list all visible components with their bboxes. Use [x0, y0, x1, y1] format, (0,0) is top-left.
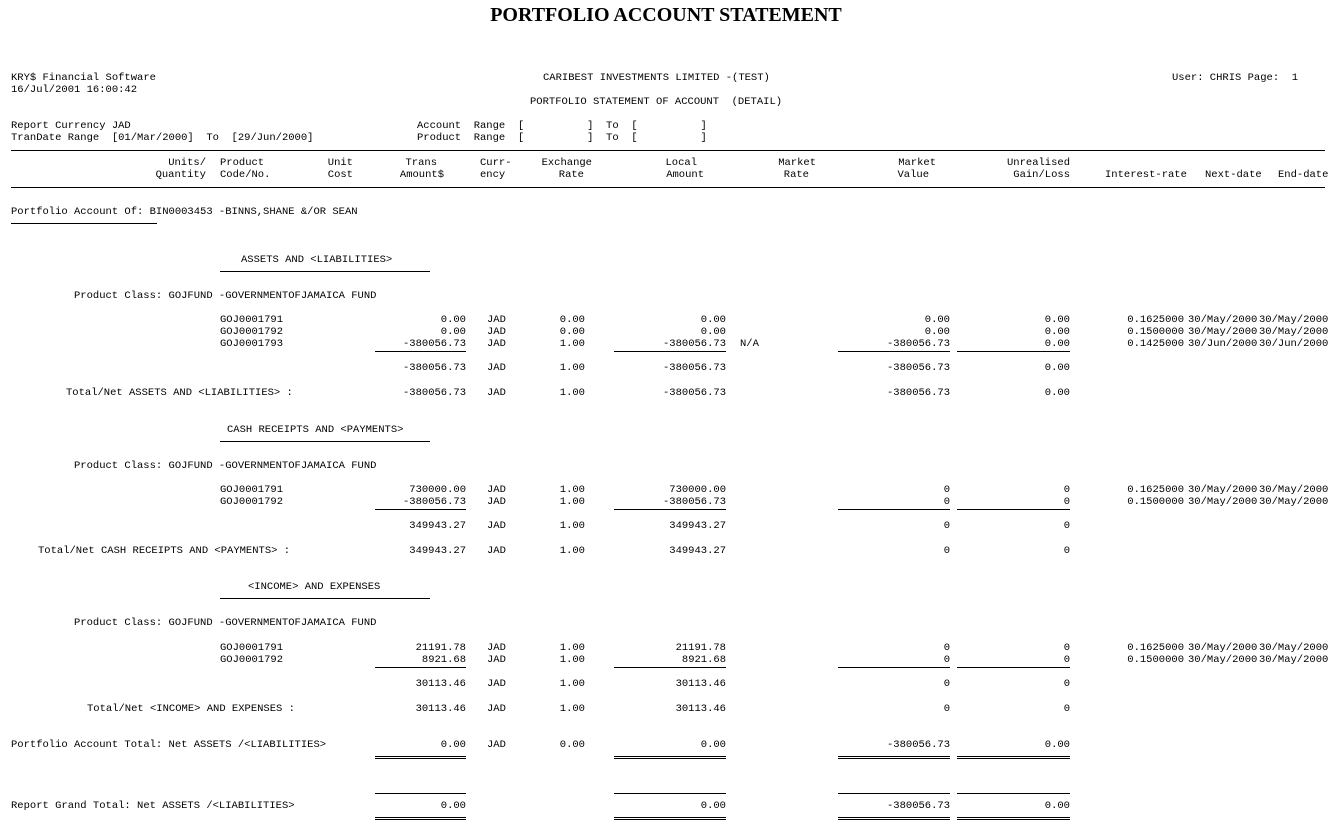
total-mvalue: 0 — [943, 703, 950, 715]
row-xrate: 1.00 — [559, 642, 585, 654]
row-irate: 0.1500000 — [1127, 654, 1184, 666]
total-mvalue: 0 — [943, 545, 950, 557]
row-gain: 0.00 — [1044, 314, 1070, 326]
report-datetime: 16/Jul/2001 16:00:42 — [11, 84, 138, 96]
row-gain: 0 — [1063, 642, 1070, 654]
subtotal-mvalue: 0 — [943, 520, 950, 532]
section-total-label: Total/Net <INCOME> AND EXPENSES : — [87, 703, 295, 715]
account-total-curr: JAD — [487, 739, 506, 751]
row-local: 730000.00 — [669, 484, 726, 496]
account-line: Portfolio Account Of: BIN0003453 -BINNS,SHANE &/OR SEAN — [11, 206, 358, 218]
header-rule-top — [11, 150, 1325, 151]
col-interest-rate: Interest-rate — [1105, 169, 1187, 181]
row-curr: JAD — [487, 484, 506, 496]
account-total-double-rule — [838, 756, 950, 759]
total-curr: JAD — [487, 387, 506, 399]
grand-total-rule — [957, 793, 1070, 794]
row-end: 30/Jun/2000 — [1259, 338, 1329, 350]
row-next: 30/Jun/2000 — [1188, 338, 1258, 350]
product-class: Product Class: GOJFUND -GOVERNMENTOFJAMAICA FUND — [74, 460, 377, 472]
total-curr: JAD — [487, 703, 506, 715]
subtotal-rule — [375, 667, 466, 668]
col-unit-cost: Unit — [327, 157, 353, 169]
total-gain: 0.00 — [1044, 387, 1070, 399]
row-trans: 8921.68 — [421, 654, 466, 666]
grand-total-double-rule — [375, 817, 466, 820]
col-currency: Curr- — [480, 157, 512, 169]
row-next: 30/May/2000 — [1188, 654, 1258, 666]
row-xrate: 1.00 — [559, 338, 585, 350]
col-exchange-rate: Rate — [558, 169, 584, 181]
row-xrate: 0.00 — [559, 314, 585, 326]
section-heading-underline — [220, 271, 430, 272]
subtotal-rule — [614, 667, 726, 668]
col-market-rate: Market — [778, 157, 816, 169]
account-total-local: 0.00 — [700, 739, 726, 751]
total-trans: 30113.46 — [415, 703, 466, 715]
subtotal-rule — [838, 667, 950, 668]
row-local: -380056.73 — [662, 338, 726, 350]
row-code: GOJ0001793 — [220, 338, 284, 350]
account-total-mvalue: -380056.73 — [886, 739, 950, 751]
grand-total-gain: 0.00 — [1044, 800, 1070, 812]
section-heading: CASH RECEIPTS AND <PAYMENTS> — [227, 424, 404, 436]
grand-total-mvalue: -380056.73 — [886, 800, 950, 812]
subtotal-trans: 30113.46 — [415, 678, 466, 690]
row-next: 30/May/2000 — [1188, 326, 1258, 338]
subtotal-mvalue: -380056.73 — [886, 362, 950, 374]
account-total-trans: 0.00 — [440, 739, 466, 751]
section-heading: <INCOME> AND EXPENSES — [248, 581, 381, 593]
row-local: 8921.68 — [681, 654, 726, 666]
col-market-value: Value — [897, 169, 929, 181]
row-next: 30/May/2000 — [1188, 484, 1258, 496]
row-mvalue: 0 — [943, 496, 950, 508]
account-total-xrate: 0.00 — [559, 739, 585, 751]
row-trans: 0.00 — [440, 326, 466, 338]
row-trans: -380056.73 — [402, 496, 466, 508]
col-local-amount: Local — [665, 157, 697, 169]
subtotal-gain: 0 — [1063, 520, 1070, 532]
subtotal-mvalue: 0 — [943, 678, 950, 690]
row-irate: 0.1500000 — [1127, 326, 1184, 338]
subtotal-rule — [838, 351, 950, 352]
row-irate: 0.1625000 — [1127, 314, 1184, 326]
row-code: GOJ0001792 — [220, 496, 284, 508]
row-end: 30/May/2000 — [1259, 326, 1329, 338]
section-heading: ASSETS AND <LIABILITIES> — [241, 254, 393, 266]
total-gain: 0 — [1063, 703, 1070, 715]
row-code: GOJ0001792 — [220, 326, 284, 338]
subtotal-rule — [957, 509, 1070, 510]
row-trans: -380056.73 — [402, 338, 466, 350]
grand-total-rule — [375, 793, 466, 794]
row-next: 30/May/2000 — [1188, 642, 1258, 654]
subtotal-rule — [614, 509, 726, 510]
total-local: -380056.73 — [662, 387, 726, 399]
subtotal-rule — [838, 509, 950, 510]
col-market-value: Market — [898, 157, 936, 169]
row-next: 30/May/2000 — [1188, 314, 1258, 326]
col-units: Quantity — [155, 169, 206, 181]
row-irate: 0.1425000 — [1127, 338, 1184, 350]
subtotal-local: 30113.46 — [675, 678, 726, 690]
row-xrate: 0.00 — [559, 326, 585, 338]
row-mvalue: 0.00 — [924, 326, 950, 338]
row-next: 30/May/2000 — [1188, 496, 1258, 508]
row-mvalue: 0 — [943, 642, 950, 654]
row-curr: JAD — [487, 326, 506, 338]
col-unit-cost: Cost — [327, 169, 353, 181]
row-mrate: N/A — [740, 338, 759, 350]
row-xrate: 1.00 — [559, 496, 585, 508]
row-end: 30/May/2000 — [1259, 642, 1329, 654]
row-local: 0.00 — [700, 314, 726, 326]
col-next-date: Next-date — [1205, 169, 1262, 181]
subtotal-trans: -380056.73 — [402, 362, 466, 374]
row-local: 21191.78 — [675, 642, 726, 654]
row-curr: JAD — [487, 642, 506, 654]
subtotal-rule — [957, 351, 1070, 352]
grand-total-double-rule — [838, 817, 950, 820]
grand-total-label: Report Grand Total: Net ASSETS /<LIABILITIES> — [11, 800, 295, 812]
product-class: Product Class: GOJFUND -GOVERNMENTOFJAMAICA FUND — [74, 290, 377, 302]
row-trans: 730000.00 — [409, 484, 466, 496]
subtotal-gain: 0.00 — [1044, 362, 1070, 374]
col-product: Code/No. — [220, 169, 271, 181]
row-mvalue: -380056.73 — [886, 338, 950, 350]
row-gain: 0.00 — [1044, 338, 1070, 350]
row-trans: 0.00 — [440, 314, 466, 326]
product-class: Product Class: GOJFUND -GOVERNMENTOFJAMAICA FUND — [74, 617, 377, 629]
grand-total-local: 0.00 — [700, 800, 726, 812]
row-mvalue: 0 — [943, 654, 950, 666]
subtotal-curr: JAD — [487, 362, 506, 374]
subtotal-xrate: 1.00 — [559, 678, 585, 690]
row-curr: JAD — [487, 338, 506, 350]
row-mvalue: 0.00 — [924, 314, 950, 326]
subtotal-rule — [614, 351, 726, 352]
software-name: KRY$ Financial Software — [11, 72, 156, 84]
col-end-date: End-date — [1278, 169, 1329, 181]
col-exchange-rate: Exchange — [541, 157, 592, 169]
col-units: Units/ — [168, 157, 206, 169]
col-market-rate: Rate — [783, 169, 809, 181]
grand-total-rule — [614, 793, 726, 794]
subtotal-rule — [375, 509, 466, 510]
subtotal-xrate: 1.00 — [559, 520, 585, 532]
user-page: User: CHRIS Page: 1 — [1172, 72, 1299, 84]
account-total-label: Portfolio Account Total: Net ASSETS /<LIABILITIES> — [11, 739, 327, 751]
total-local: 30113.46 — [675, 703, 726, 715]
row-xrate: 1.00 — [559, 484, 585, 496]
subtotal-xrate: 1.00 — [559, 362, 585, 374]
subtotal-rule — [957, 667, 1070, 668]
row-irate: 0.1625000 — [1127, 484, 1184, 496]
account-range: Account Range [ ] To [ ] — [417, 120, 707, 132]
total-gain: 0 — [1063, 545, 1070, 557]
total-xrate: 1.00 — [559, 387, 585, 399]
statement-type: PORTFOLIO STATEMENT OF ACCOUNT (DETAIL) — [530, 96, 783, 108]
row-code: GOJ0001791 — [220, 314, 284, 326]
row-irate: 0.1500000 — [1127, 496, 1184, 508]
row-mvalue: 0 — [943, 484, 950, 496]
grand-total-rule — [838, 793, 950, 794]
total-trans: -380056.73 — [402, 387, 466, 399]
row-end: 30/May/2000 — [1259, 484, 1329, 496]
row-end: 30/May/2000 — [1259, 654, 1329, 666]
row-trans: 21191.78 — [415, 642, 466, 654]
subtotal-trans: 349943.27 — [409, 520, 466, 532]
row-curr: JAD — [487, 654, 506, 666]
account-total-double-rule — [957, 756, 1070, 759]
section-total-label: Total/Net CASH RECEIPTS AND <PAYMENTS> : — [38, 545, 291, 557]
section-heading-underline — [220, 441, 430, 442]
account-total-gain: 0.00 — [1044, 739, 1070, 751]
row-curr: JAD — [487, 314, 506, 326]
section-heading-underline — [220, 598, 430, 599]
product-range: Product Range [ ] To [ ] — [417, 132, 707, 144]
account-underline — [11, 223, 157, 224]
col-trans-amount: Trans — [405, 157, 437, 169]
col-currency: ency — [480, 169, 506, 181]
subtotal-local: 349943.27 — [669, 520, 726, 532]
row-gain: 0 — [1063, 654, 1070, 666]
trandate-range: TranDate Range [01/Mar/2000] To [29/Jun/2000] — [11, 132, 314, 144]
row-end: 30/May/2000 — [1259, 314, 1329, 326]
row-local: -380056.73 — [662, 496, 726, 508]
total-mvalue: -380056.73 — [886, 387, 950, 399]
col-unrealised: Unrealised — [1006, 157, 1070, 169]
total-curr: JAD — [487, 545, 506, 557]
subtotal-local: -380056.73 — [662, 362, 726, 374]
row-local: 0.00 — [700, 326, 726, 338]
col-local-amount: Amount — [666, 169, 704, 181]
account-total-double-rule — [375, 756, 466, 759]
row-gain: 0 — [1063, 484, 1070, 496]
col-unrealised: Gain/Loss — [1013, 169, 1070, 181]
account-total-double-rule — [614, 756, 726, 759]
row-code: GOJ0001791 — [220, 642, 284, 654]
total-trans: 349943.27 — [409, 545, 466, 557]
row-code: GOJ0001791 — [220, 484, 284, 496]
subtotal-rule — [375, 351, 466, 352]
col-trans-amount: Amount$ — [399, 169, 444, 181]
grand-total-double-rule — [957, 817, 1070, 820]
row-code: GOJ0001792 — [220, 654, 284, 666]
row-irate: 0.1625000 — [1127, 642, 1184, 654]
header-rule-bottom — [11, 187, 1325, 188]
row-end: 30/May/2000 — [1259, 496, 1329, 508]
subtotal-gain: 0 — [1063, 678, 1070, 690]
grand-total-trans: 0.00 — [440, 800, 466, 812]
subtotal-curr: JAD — [487, 678, 506, 690]
company-name: CARIBEST INVESTMENTS LIMITED -(TEST) — [543, 72, 770, 84]
row-gain: 0.00 — [1044, 326, 1070, 338]
report-title: PORTFOLIO ACCOUNT STATEMENT — [490, 4, 842, 26]
total-xrate: 1.00 — [559, 545, 585, 557]
row-xrate: 1.00 — [559, 654, 585, 666]
report-currency: Report Currency JAD — [11, 120, 131, 132]
subtotal-curr: JAD — [487, 520, 506, 532]
grand-total-double-rule — [614, 817, 726, 820]
section-total-label: Total/Net ASSETS AND <LIABILITIES> : — [66, 387, 293, 399]
row-gain: 0 — [1063, 496, 1070, 508]
total-xrate: 1.00 — [559, 703, 585, 715]
total-local: 349943.27 — [669, 545, 726, 557]
row-curr: JAD — [487, 496, 506, 508]
col-product: Product — [220, 157, 265, 169]
